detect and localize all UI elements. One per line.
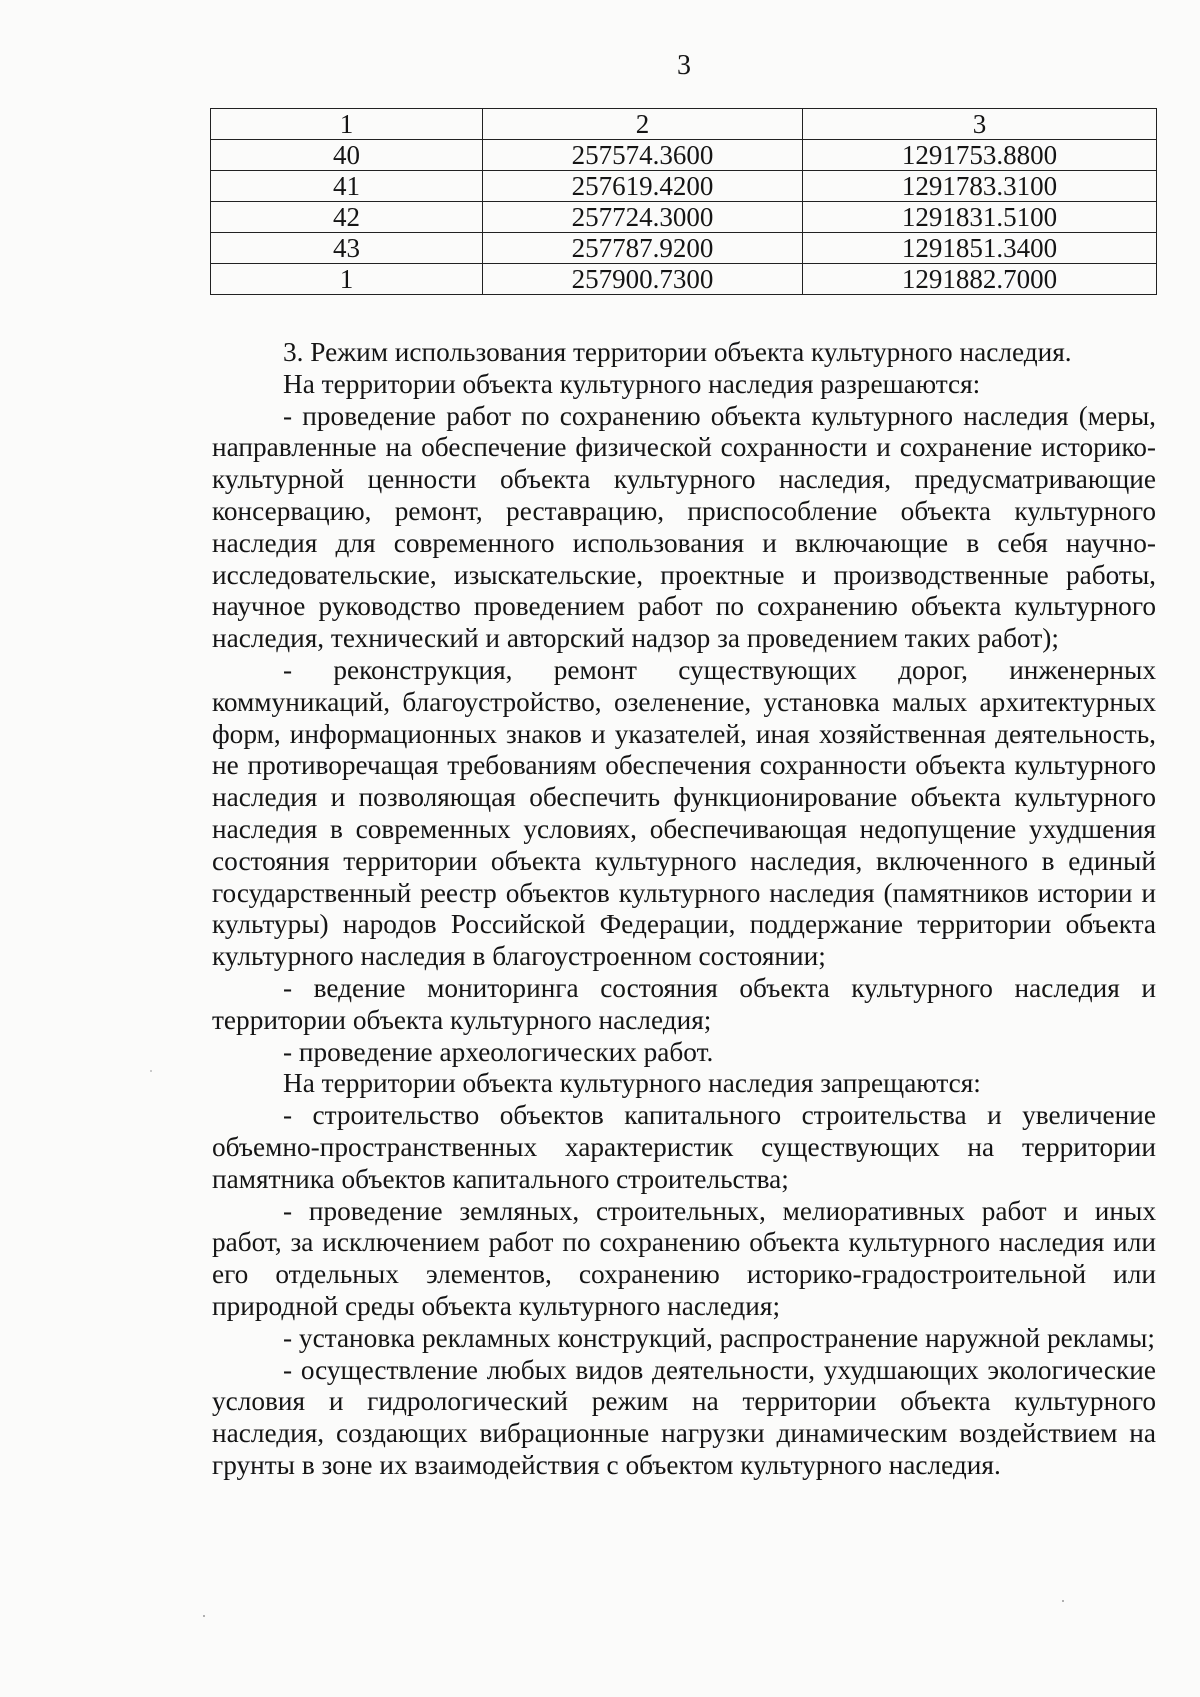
allowed-item: - проведение археологических работ. — [283, 1036, 714, 1067]
scan-speck — [150, 1070, 152, 1072]
point-number-cell: 40 — [211, 140, 483, 171]
table-header-row — [211, 109, 1157, 140]
y-coordinate-cell: 1291851.3400 — [803, 233, 1157, 264]
allowed-item: - ведение мониторинга состояния объекта культурного наследия и территории объекта культурного наследия; — [212, 972, 1156, 1035]
y-coordinate-cell: 1291882.7000 — [803, 264, 1157, 295]
allowed-item: - проведение работ по сохранению объекта культурного наследия (меры, направленные на обеспечение физической сохранности и сохранение историко-культурной ценности объекта культурного наследия, предусматривающие консервацию, ремонт, реставрацию, приспособление объекта культурного наследия для современного использования и включающие в себя научно-исследовательские, изыскательские, проектные и производственные работы, научное руководство проведением работ по сохранению объекта культурного наследия, технический и авторский надзор за проведением таких работ); — [212, 400, 1156, 654]
forbidden-item: - строительство объектов капитального строительства и увеличение объемно-пространственных характеристик существующих на территории памятника объектов капитального строительства; — [212, 1100, 1156, 1194]
table-row — [211, 264, 1157, 295]
x-coordinate-cell: 257900.7300 — [483, 264, 803, 295]
scan-speck — [1062, 1600, 1064, 1602]
table-row — [211, 233, 1157, 264]
x-coordinate-cell: 257619.4200 — [483, 171, 803, 202]
y-coordinate-cell: 1291783.3100 — [803, 171, 1157, 202]
y-coordinate-cell: 1291753.8800 — [803, 140, 1157, 171]
table-row — [211, 171, 1157, 202]
table-row — [211, 202, 1157, 233]
table-row — [211, 140, 1157, 171]
table-header-cell: 2 — [483, 109, 803, 140]
forbidden-item: - проведение земляных, строительных, мелиоративных работ и иных работ, за исключением работ по сохранению объекта культурного наследия или его отдельных элементов, сохранению историко-градостроительной или природной среды объекта культурного наследия; — [212, 1195, 1156, 1321]
allowed-item: - реконструкция, ремонт существующих дорог, инженерных коммуникаций, благоустройство, озеленение, установка малых архитектурных форм, информационных знаков и указателей, иная хозяйственная деятельность, не противоречащая требованиям обеспечения сохранности объекта культурного наследия и позволяющая обеспечить функционирование объекта культурного наследия в современных условиях, обеспечивающая недопущение ухудшения состояния территории объекта культурного наследия, включенного в единый государственный реестр объектов культурного наследия (памятников истории и культуры) народов Российской Федерации, поддержание территории объекта культурного наследия в благоустроенном состоянии; — [212, 654, 1156, 972]
forbidden-item: - установка рекламных конструкций, распространение наружной рекламы; — [283, 1322, 1155, 1353]
coordinates-table — [210, 108, 1157, 295]
page-number: 3 — [677, 50, 691, 81]
table-header-cell: 3 — [803, 109, 1157, 140]
y-coordinate-cell: 1291831.5100 — [803, 202, 1157, 233]
x-coordinate-cell: 257787.9200 — [483, 233, 803, 264]
section-heading: 3. Режим использования территории объекта культурного наследия. — [283, 337, 1072, 367]
point-number-cell: 1 — [211, 264, 483, 295]
forbidden-intro: На территории объекта культурного наследия запрещаются: — [283, 1068, 981, 1099]
point-number-cell: 43 — [211, 233, 483, 264]
table-header-cell: 1 — [211, 109, 483, 140]
point-number-cell: 41 — [211, 171, 483, 202]
forbidden-item: - осуществление любых видов деятельности, ухудшающих экологические условия и гидрологический режим на территории объекта культурного наследия, создающих вибрационные нагрузки динамическим воздействием на грунты в зоне их взаимодействия с объектом культурного наследия. — [212, 1354, 1156, 1480]
x-coordinate-cell: 257724.3000 — [483, 202, 803, 233]
x-coordinate-cell: 257574.3600 — [483, 140, 803, 171]
regulation-text — [212, 337, 1156, 1482]
allowed-intro: На территории объекта культурного наследия разрешаются: — [283, 368, 981, 399]
scan-speck — [203, 1615, 205, 1617]
point-number-cell: 42 — [211, 202, 483, 233]
